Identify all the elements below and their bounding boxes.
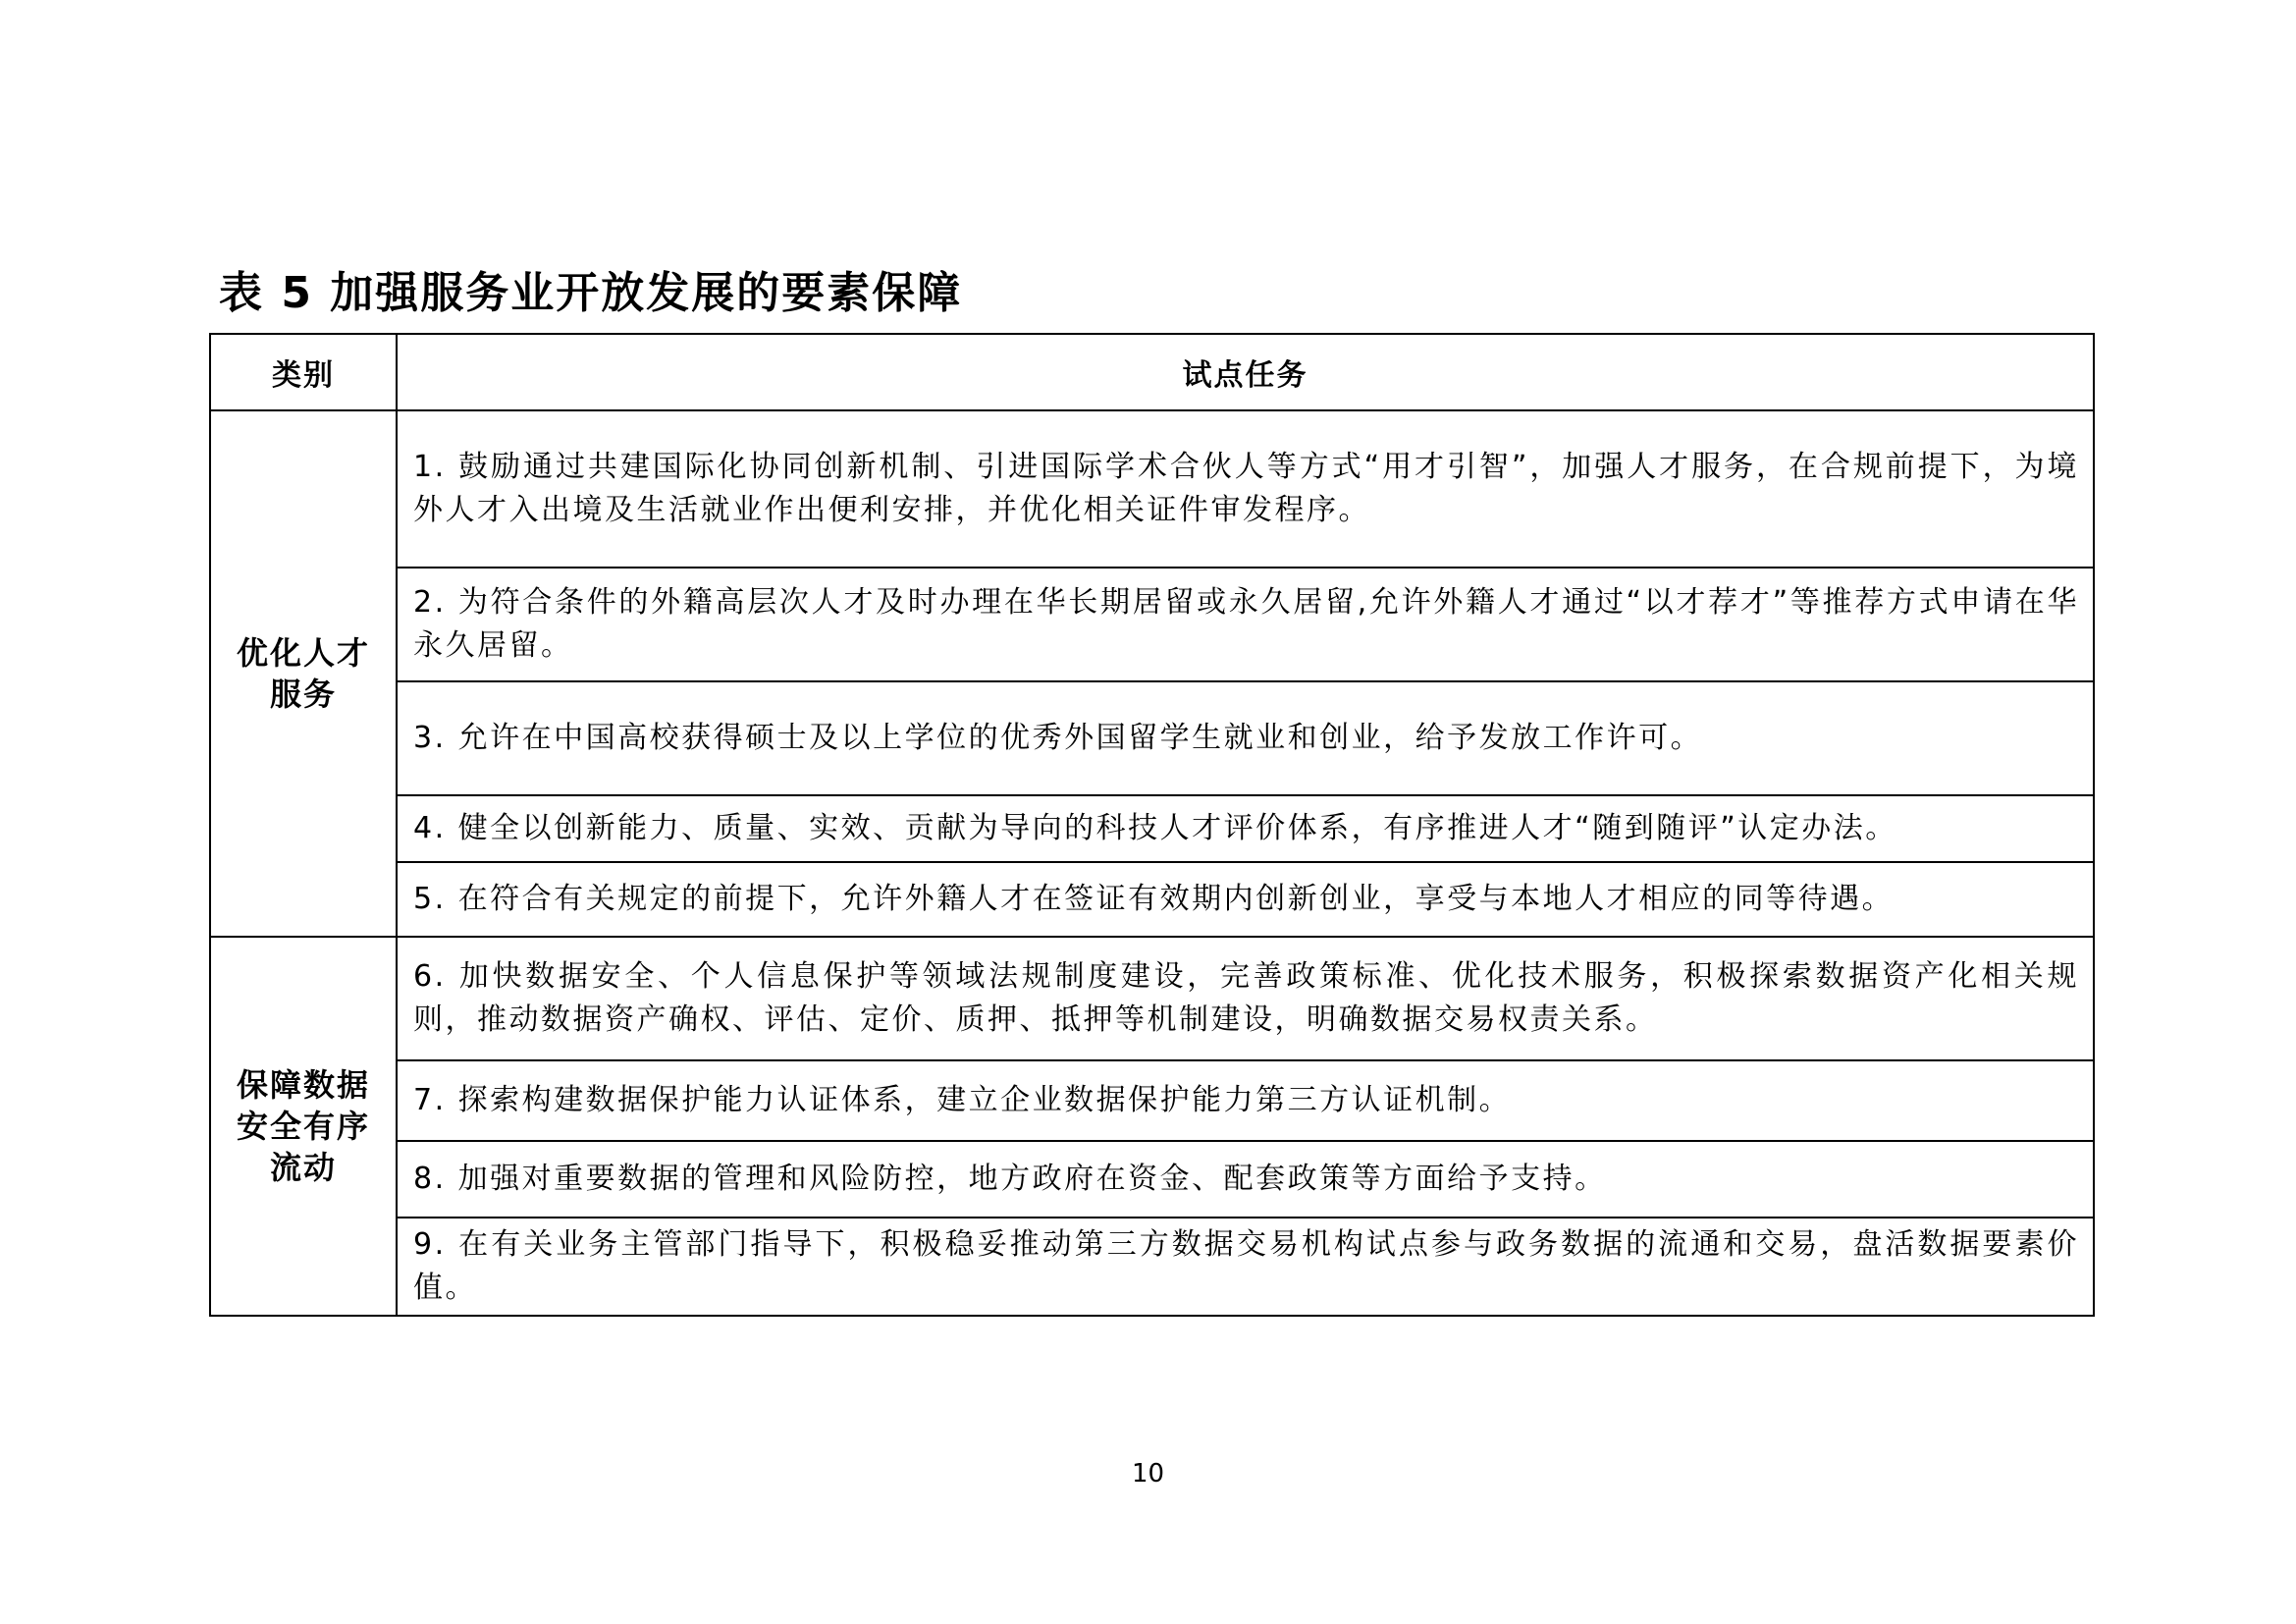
task-cell: 8. 加强对重要数据的管理和风险防控，地方政府在资金、配套政策等方面给予支持。 xyxy=(397,1141,2094,1218)
task-cell: 6. 加快数据安全、个人信息保护等领域法规制度建设，完善政策标准、优化技术服务，积极探索数据资产化相关规则，推动数据资产确权、评估、定价、质押、抵押等机制建设，明确数据交易权责关系。 xyxy=(397,937,2094,1060)
header-category: 类别 xyxy=(210,334,397,410)
table-header-row xyxy=(210,334,2094,410)
page-number: 10 xyxy=(1131,1459,1165,1489)
task-cell: 7. 探索构建数据保护能力认证体系，建立企业数据保护能力第三方认证机制。 xyxy=(397,1060,2094,1141)
category-label: 保障数据安全有序流动 xyxy=(236,1066,370,1186)
task-cell: 5. 在符合有关规定的前提下，允许外籍人才在签证有效期内创新创业，享受与本地人才相应的同等待遇。 xyxy=(397,862,2094,937)
table-row xyxy=(210,410,2094,568)
table-row xyxy=(210,937,2094,1060)
category-cell-data xyxy=(210,937,397,1316)
category-label: 优化人才服务 xyxy=(236,634,370,713)
page-title: 表 5 加强服务业开放发展的要素保障 xyxy=(219,268,963,318)
task-cell: 4. 健全以创新能力、质量、实效、贡献为导向的科技人才评价体系，有序推进人才“随到随评”认定办法。 xyxy=(397,795,2094,862)
policy-table xyxy=(209,333,2095,1317)
table-row xyxy=(210,1218,2094,1316)
table-row xyxy=(210,795,2094,862)
table-row xyxy=(210,1141,2094,1218)
table-row xyxy=(210,681,2094,795)
category-cell-talent xyxy=(210,410,397,937)
table-row xyxy=(210,1060,2094,1141)
task-cell: 2. 为符合条件的外籍高层次人才及时办理在华长期居留或永久居留,允许外籍人才通过“以才荐才”等推荐方式申请在华永久居留。 xyxy=(397,568,2094,681)
table-row xyxy=(210,862,2094,937)
table-row xyxy=(210,568,2094,681)
task-cell: 9. 在有关业务主管部门指导下，积极稳妥推动第三方数据交易机构试点参与政务数据的流通和交易，盘活数据要素价值。 xyxy=(397,1218,2094,1316)
header-task: 试点任务 xyxy=(397,334,2094,410)
task-cell: 3. 允许在中国高校获得硕士及以上学位的优秀外国留学生就业和创业，给予发放工作许可。 xyxy=(397,681,2094,795)
task-cell: 1. 鼓励通过共建国际化协同创新机制、引进国际学术合伙人等方式“用才引智”，加强人才服务，在合规前提下，为境外人才入出境及生活就业作出便利安排，并优化相关证件审发程序。 xyxy=(397,410,2094,568)
